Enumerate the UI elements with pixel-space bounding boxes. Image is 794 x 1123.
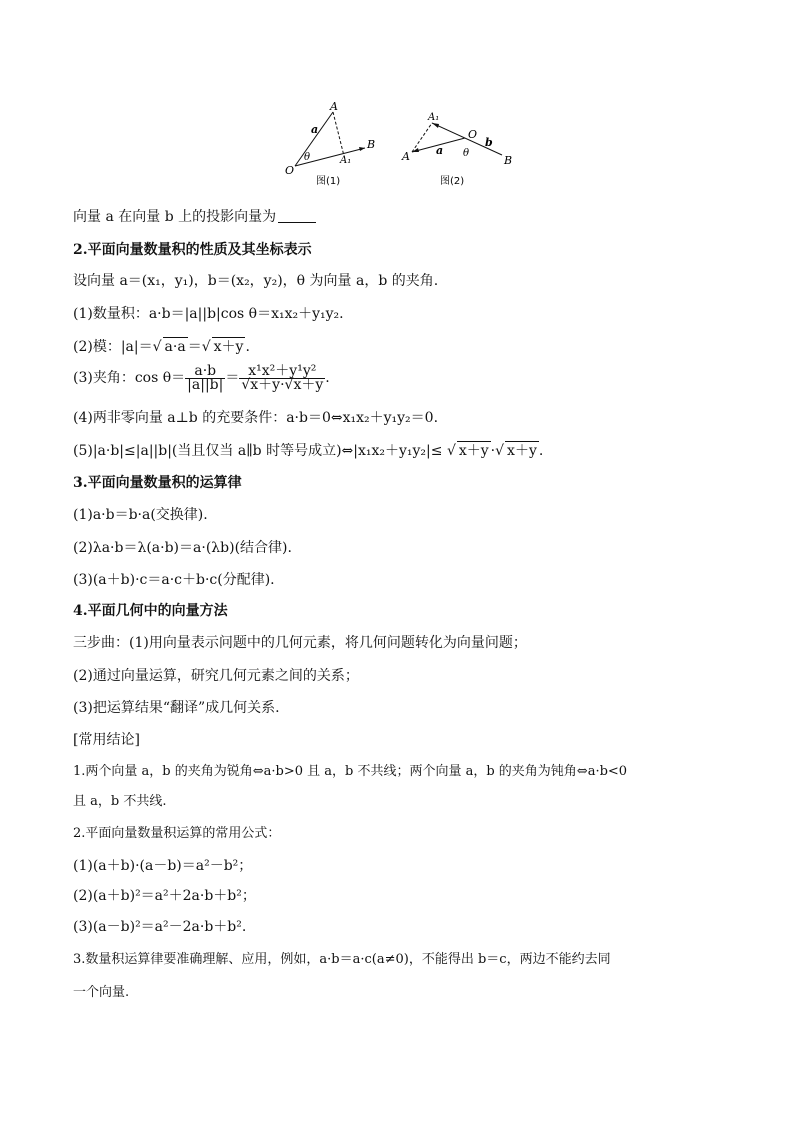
fig2-caption: 图(2) — [440, 176, 465, 187]
fig2-label-b: b — [485, 136, 493, 149]
property-1: (1)数量积：a·b＝|a||b|cos θ＝x₁x₂＋y₁y₂. — [73, 306, 344, 322]
fig2-label-B: B — [504, 154, 513, 167]
conclusion-2: 2.平面向量数量积运算的常用公式： — [73, 826, 281, 841]
p2-prefix: (2)模：|a|＝ — [73, 339, 153, 355]
p3-prefix: (3)夹角：cos θ＝ — [73, 370, 186, 386]
projection-figures — [280, 98, 530, 190]
p5-dot: · — [490, 443, 496, 459]
p5-end: . — [538, 443, 544, 459]
fig1-label-a: a — [311, 123, 319, 136]
heading-2: 2.平面向量数量积的性质及其坐标表示 — [73, 242, 312, 258]
property-3 — [73, 364, 330, 392]
figure-2 — [401, 112, 512, 187]
common-conclusions-heading: [常用结论] — [73, 732, 140, 748]
p3-frac-1 — [185, 362, 225, 393]
steps-2: (2)通过向量运算，研究几何元素之间的关系； — [73, 668, 359, 684]
p3-frac-2 — [239, 362, 325, 393]
fig2-label-a: a — [436, 144, 444, 157]
conclusion-3-b: 一个向量. — [73, 985, 130, 1000]
p3-den-2: √x＋y·√x＋y — [241, 376, 324, 393]
fig1-caption: 图(1) — [316, 176, 341, 187]
fig1-label-B: B — [367, 138, 376, 151]
p3-den-1: |a||b| — [187, 376, 224, 393]
p5-prefix: (5)|a·b|≤|a||b|(当且仅当 a∥b 时等号成立)⇔|x₁x₂＋y₁y₂|≤ — [73, 443, 447, 459]
property-4: (4)两非零向量 a⊥b 的充要条件：a·b＝0⇔x₁x₂＋y₁y₂＝0. — [73, 410, 439, 426]
rule-2: (2)λa·b＝λ(a·b)＝a·(λb)(结合律). — [73, 540, 292, 556]
setup-line: 设向量 a＝(x₁，y₁)，b＝(x₂，y₂)，θ 为向量 a，b 的夹角. — [73, 273, 439, 289]
rule-3: (3)(a＋b)·c＝a·c＋b·c(分配律). — [73, 572, 275, 588]
p3-num-2: x¹x²＋y¹y² — [239, 365, 325, 379]
figure-1 — [285, 100, 375, 187]
p3-eq: ＝ — [225, 370, 240, 386]
steps-3: (3)把运算结果“翻译”成几何关系. — [73, 700, 280, 716]
formula-2: (2)(a＋b)²＝a²＋2a·b＋b²； — [73, 888, 256, 904]
heading-3: 3.平面向量数量积的运算律 — [73, 475, 242, 491]
property-2: (2)模：|a|＝√ a·a ＝√ x＋y . — [73, 339, 250, 355]
answer-blank — [278, 208, 316, 223]
conclusion-3-a: 3.数量积运算律要准确理解、应用，例如，a·b＝a·c(a≠0)，不能得出 b＝c，两边不能约去同 — [73, 952, 611, 967]
p5-sqrt-2: x＋y — [507, 443, 537, 459]
rule-1: (1)a·b＝b·a(交换律). — [73, 507, 208, 523]
fig2-label-O: O — [468, 128, 478, 141]
steps-1: 三步曲：(1)用向量表示问题中的几何元素，将几何问题转化为向量问题； — [73, 635, 527, 651]
projection-line — [73, 208, 316, 226]
projection-text: 向量 a 在向量 b 上的投影向量为 — [73, 209, 277, 225]
p2-eq: ＝ — [187, 339, 202, 355]
property-5: (5)|a·b|≤|a||b|(当且仅当 a∥b 时等号成立)⇔|x₁x₂＋y₁y₂|≤ √ x＋y ·√ x＋y . — [73, 443, 544, 459]
formula-1: (1)(a＋b)·(a－b)＝a²－b²； — [73, 858, 253, 874]
fig2-label-A: A — [402, 150, 410, 163]
formula-3: (3)(a－b)²＝a²－2a·b＋b². — [73, 919, 247, 935]
fig1-label-A: A — [330, 100, 338, 113]
fig2-label-theta: θ — [463, 148, 470, 159]
fig2-label-A1: A₁ — [428, 112, 440, 123]
p2-sqrt-2: x＋y — [213, 339, 244, 355]
p2-sqrt-1: a·a — [164, 339, 186, 355]
p5-sqrt-1: x＋y — [458, 443, 489, 459]
fig1-label-theta: θ — [304, 152, 311, 163]
p3-end: . — [325, 370, 330, 386]
conclusion-1-a: 1.两个向量 a，b 的夹角为锐角⇔a·b>0 且 a，b 不共线；两个向量 a，b 的夹角为钝角⇔a·b<0 — [73, 764, 628, 779]
p2-end: . — [245, 339, 250, 355]
fig1-label-O: O — [285, 164, 295, 177]
conclusion-1-b: 且 a，b 不共线. — [73, 794, 167, 809]
heading-4: 4.平面几何中的向量方法 — [73, 603, 228, 619]
p3-num-1: a·b — [185, 365, 225, 379]
fig1-label-A1: A₁ — [340, 155, 352, 166]
